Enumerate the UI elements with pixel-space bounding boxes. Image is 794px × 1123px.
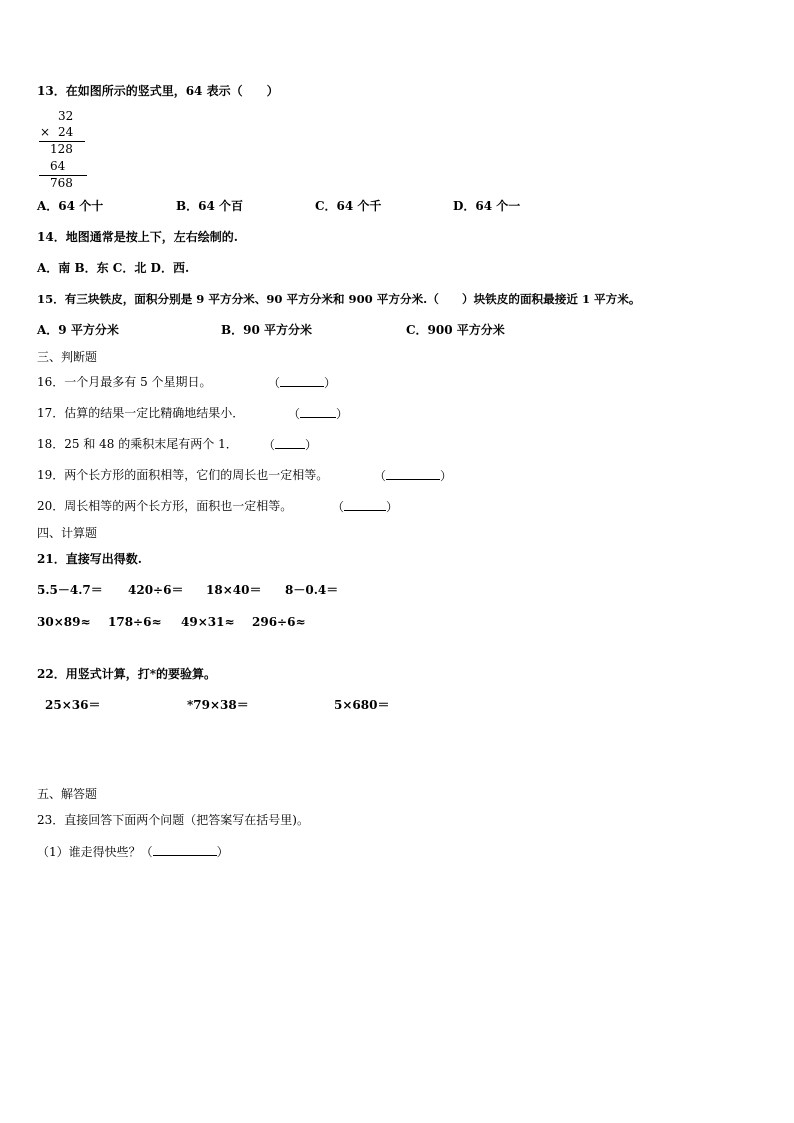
q23-sub1-underline — [153, 843, 217, 856]
q22-item-3: 5×680＝ — [334, 698, 390, 712]
q18-underline — [275, 436, 305, 449]
q21-item-6: 178÷6≈ — [108, 615, 162, 629]
partial-product-1: 128 — [50, 142, 73, 156]
vertical-multiplication — [37, 108, 97, 190]
q20-text: 20．周长相等的两个长方形，面积也一定相等。 — [37, 499, 293, 513]
q21-item-7: 49×31≈ — [181, 615, 235, 629]
vertical-result: 768 — [50, 176, 73, 190]
q21-stem: 21．直接写出得数. — [37, 552, 142, 566]
q19-text: 19．两个长方形的面积相等，它们的周长也一定相等。 — [37, 468, 329, 482]
q23-stem: 23．直接回答下面两个问题（把答案写在括号里)。 — [37, 813, 309, 827]
q19-close-paren: ） — [440, 469, 453, 483]
q14-options: A．南 B．东 C．北 D．西. — [37, 261, 190, 275]
q20-close-paren: ） — [386, 500, 399, 514]
q13-option-d: D．64 个一 — [453, 199, 521, 213]
q16-text: 16．一个月最多有 5 个星期日。 — [37, 375, 212, 389]
q21-item-8: 296÷6≈ — [252, 615, 306, 629]
q20-answer-blank[interactable] — [332, 498, 398, 515]
q17-underline — [300, 405, 336, 418]
q22-item-1: 25×36＝ — [45, 698, 101, 712]
vertical-top: 32 — [58, 109, 74, 123]
q13-option-a: A．64 个十 — [37, 199, 104, 213]
q17-open-paren: （ — [288, 407, 301, 421]
q15-option-c: C．900 平方分米 — [406, 323, 505, 337]
q19-answer-blank[interactable] — [374, 467, 452, 484]
q18-open-paren: （ — [263, 438, 276, 452]
q21-item-4: 8－0.4＝ — [285, 583, 339, 597]
q18-answer-blank[interactable] — [263, 436, 317, 453]
section-4-heading: 四、计算题 — [37, 526, 98, 540]
q22-item-2: *79×38＝ — [187, 698, 249, 712]
q20-open-paren: （ — [332, 500, 345, 514]
q21-item-3: 18×40＝ — [206, 583, 262, 597]
q19-underline — [386, 467, 440, 480]
q13-stem: 13．在如图所示的竖式里，64 表示（ ） — [37, 84, 279, 98]
q15-option-b: B．90 平方分米 — [221, 323, 313, 337]
q16-underline — [280, 374, 324, 387]
partial-product-2: 64 — [50, 159, 66, 173]
q13-option-c: C．64 个千 — [315, 199, 382, 213]
q17-close-paren: ） — [336, 407, 349, 421]
q21-item-1: 5.5－4.7＝ — [37, 583, 103, 597]
q17-text: 17．估算的结果一定比精确地结果小． — [37, 406, 245, 420]
q16-open-paren: （ — [268, 376, 281, 390]
q14-stem: 14．地图通常是按上下，左右绘制的. — [37, 230, 238, 244]
q15-option-a: A．9 平方分米 — [37, 323, 119, 337]
q22-stem: 22．用竖式计算，打*的要验算。 — [37, 667, 216, 681]
times-sign: × — [40, 125, 51, 139]
q23-sub1[interactable] — [37, 843, 229, 860]
q19-open-paren: （ — [374, 469, 387, 483]
q16-answer-blank[interactable] — [268, 374, 336, 391]
section-5-heading: 五、解答题 — [37, 787, 98, 801]
q21-item-5: 30×89≈ — [37, 615, 91, 629]
q23-sub1-text: （1）谁走得快些？（ — [37, 845, 153, 859]
q16-close-paren: ） — [324, 376, 337, 390]
vertical-multiplier: 24 — [58, 125, 74, 139]
q18-close-paren: ） — [305, 438, 318, 452]
q21-item-2: 420÷6＝ — [128, 583, 184, 597]
q17-answer-blank[interactable] — [288, 405, 348, 422]
q23-sub1-close-paren: ） — [216, 845, 229, 859]
q20-underline — [344, 498, 386, 511]
section-3-heading: 三、判断题 — [37, 350, 98, 364]
q18-text: 18．25 和 48 的乘积末尾有两个 1． — [37, 437, 238, 451]
q13-option-b: B．64 个百 — [176, 199, 244, 213]
q15-stem: 15．有三块铁皮，面积分别是 9 平方分米、90 平方分米和 900 平方分米.（ ）块铁皮的面积最接近 1 平方米。 — [37, 292, 641, 306]
